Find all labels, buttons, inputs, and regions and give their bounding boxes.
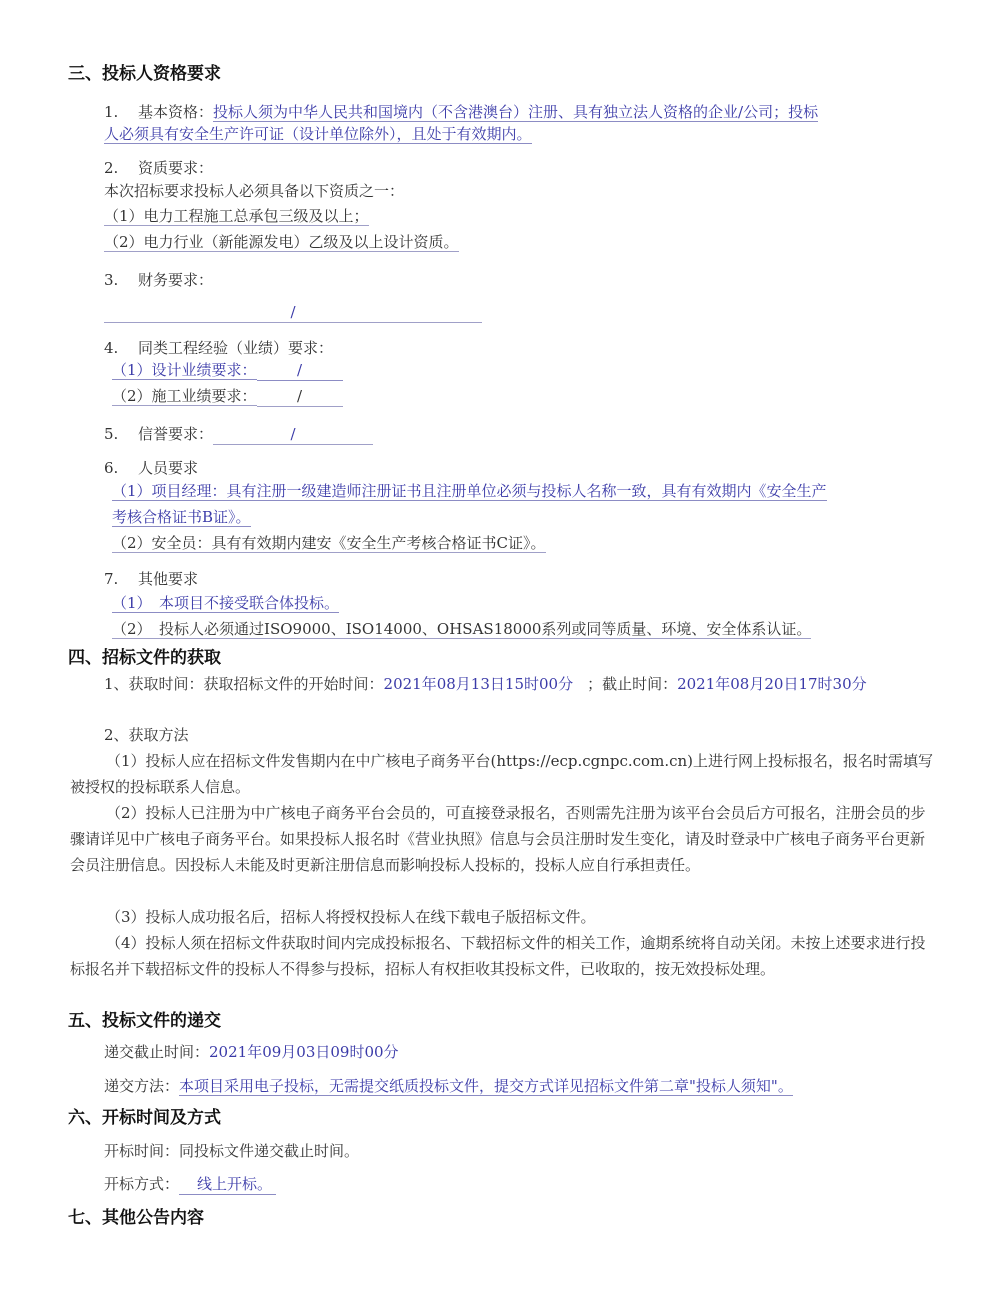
- submit-method-label: 递交方法：: [104, 1077, 180, 1095]
- item-3-number: 3.: [104, 271, 119, 289]
- item-2-intro: 本次招标要求投标人必须具备以下资质之一：: [104, 182, 405, 200]
- acquire-method-p3: （3）投标人成功报名后，招标人将授权投标人在线下载电子版招标文件。: [106, 908, 596, 926]
- opening-mode-label: 开标方式：: [104, 1175, 180, 1193]
- item-7-option-1: （1） 本项目不接受联合体投标。: [112, 594, 340, 612]
- item-4-construction-value: /: [257, 386, 343, 407]
- item-4-label: 同类工程经验（业绩）要求：: [138, 339, 334, 357]
- item-2-option-1: （1）电力工程施工总承包三级及以上；: [104, 207, 369, 225]
- item-5-label: 信誉要求：: [138, 425, 214, 443]
- acquire-time-separator: ；截止时间：: [587, 675, 678, 693]
- acquire-method-label: 2、获取方法: [104, 726, 189, 744]
- item-6-safety-officer: （2）安全员：具有有效期内建安《安全生产考核合格证书C证》。: [112, 534, 546, 552]
- item-4-design-value: /: [257, 360, 343, 381]
- section-5-heading: 五、投标文件的递交: [68, 1011, 221, 1031]
- section-6-heading: 六、开标时间及方式: [68, 1108, 221, 1128]
- item-7: [104, 569, 198, 589]
- item-4: [104, 338, 333, 358]
- opening-mode: [104, 1174, 276, 1195]
- submit-deadline: [104, 1042, 399, 1062]
- submit-deadline-value: 2021年09月03日09时00分: [209, 1043, 399, 1061]
- item-6-number: 6.: [104, 459, 119, 477]
- item-6: [104, 458, 198, 478]
- item-1-number: 1.: [104, 103, 119, 121]
- item-5: [104, 424, 373, 445]
- submit-method-value: 本项目采用电子投标，无需提交纸质投标文件，提交方式详见招标文件第二章"投标人须知"。: [179, 1077, 793, 1095]
- item-6-manager-line1: （1）项目经理：具有注册一级建造师注册证书且注册单位必须与投标人名称一致，具有有效期内《安全生产: [112, 482, 827, 500]
- submit-deadline-label: 递交截止时间：: [104, 1043, 210, 1061]
- item-4-construction-label: （2）施工业绩要求：: [112, 387, 257, 405]
- item-1-label: 基本资格：: [138, 103, 214, 121]
- item-3-value: /: [104, 302, 482, 323]
- item-2-number: 2.: [104, 159, 119, 177]
- opening-time: 开标时间：同投标文件递交截止时间。: [104, 1142, 360, 1160]
- item-7-number: 7.: [104, 570, 119, 588]
- section-4-heading: 四、招标文件的获取: [68, 648, 221, 668]
- acquire-method-p4: （4）投标人须在招标文件获取时间内完成投标报名、下载招标文件的相关工作，逾期系统将自动关闭。未按上述要求进行投标报名并下载招标文件的投标人不得参与投标，招标人有权拒收其投标文件，已收取的，按无效投标处理。: [70, 934, 926, 978]
- item-4-number: 4.: [104, 339, 119, 357]
- item-1-text-line1: 投标人须为中华人民共和国境内（不含港澳台）注册、具有独立法人资格的企业/公司；投标: [213, 103, 819, 121]
- item-2: [104, 158, 213, 178]
- item-5-number: 5.: [104, 425, 119, 443]
- section-3-heading: 三、投标人资格要求: [68, 64, 221, 84]
- item-7-label: 其他要求: [138, 570, 199, 588]
- item-1: [104, 102, 818, 122]
- item-1-text-line2: 人必须具有安全生产许可证（设计单位除外），且处于有效期内。: [104, 125, 532, 143]
- acquire-end-time: 2021年08月20日17时30分: [677, 675, 867, 693]
- acquire-time-label: 1、获取时间：获取招标文件的开始时间：: [104, 675, 384, 693]
- item-7-option-2: （2） 投标人必须通过ISO9000、ISO14000、OHSAS18000系列或同等质量、环境、安全体系认证。: [112, 620, 812, 638]
- opening-mode-value: 线上开标。: [179, 1174, 276, 1195]
- acquire-method-p2: （2）投标人已注册为中广核电子商务平台会员的，可直接登录报名，否则需先注册为该平台会员后方可报名，注册会员的步骤请详见中广核电子商务平台。如果投标人报名时《营业执照》信息与会员注册时发生变化，请及时登录中广核电子商务平台更新会员注册信息。因投标人未能及时更新注册信息而影响投标人投标的，投标人应自行承担责任。: [70, 804, 926, 874]
- section-7-heading: 七、其他公告内容: [68, 1208, 204, 1228]
- submit-method: [104, 1076, 793, 1096]
- item-5-value: /: [213, 424, 373, 445]
- item-6-manager-line2: 考核合格证书B证》。: [112, 508, 251, 526]
- item-4-design-label: （1）设计业绩要求：: [112, 361, 257, 379]
- acquire-time: [104, 674, 867, 694]
- item-3-label: 财务要求：: [138, 271, 214, 289]
- item-2-option-2: （2）电力行业（新能源发电）乙级及以上设计资质。: [104, 233, 459, 251]
- acquire-start-time: 2021年08月13日15时00分: [383, 675, 574, 693]
- item-2-label: 资质要求：: [138, 159, 214, 177]
- item-3: [104, 270, 213, 290]
- item-6-label: 人员要求: [138, 459, 199, 477]
- acquire-method-p1: （1）投标人应在招标文件发售期内在中广核电子商务平台(https://ecp.cgnpc.com.cn)上进行网上投标报名，报名时需填写被授权的投标联系人信息。: [70, 752, 933, 796]
